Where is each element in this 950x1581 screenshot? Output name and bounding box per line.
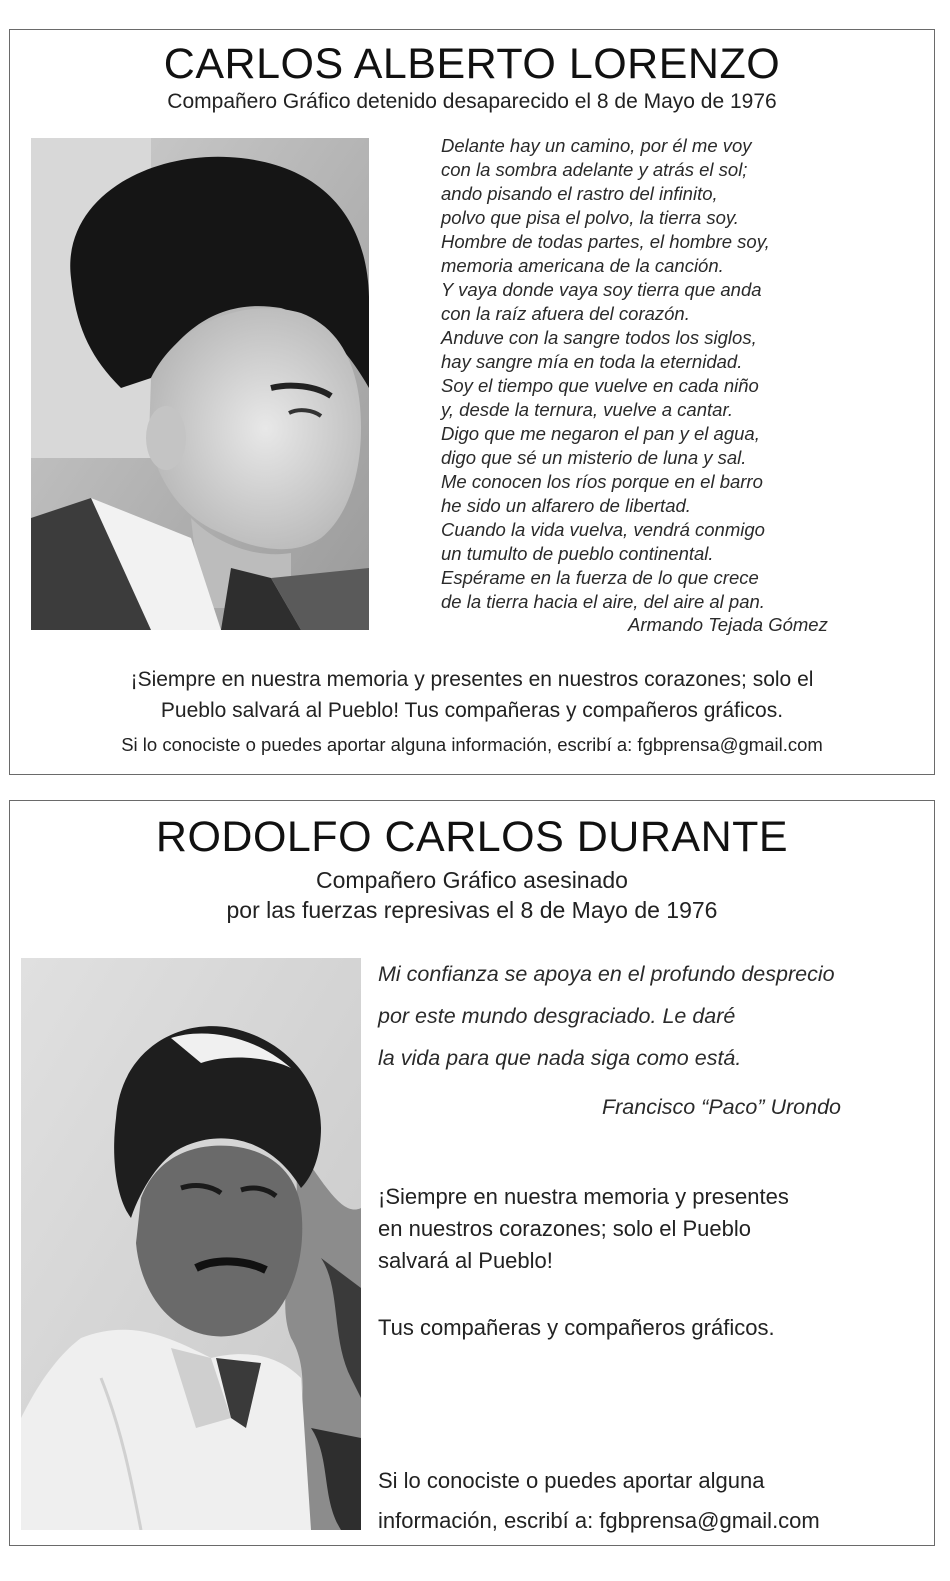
poem-line: polvo que pisa el polvo, la tierra soy.	[441, 207, 739, 228]
poem-line: con la sombra adelante y atrás el sol;	[441, 159, 748, 180]
poem-line: por este mundo desgraciado. Le daré	[378, 1004, 736, 1028]
poem-line: hay sangre mía en toda la eternidad.	[441, 351, 743, 372]
person-subtitle: Compañero Gráfico detenido desaparecido el 8 de Mayo de 1976	[167, 90, 777, 113]
portrait-photo-icon	[21, 958, 361, 1530]
poem-line: con la raíz afuera del corazón.	[441, 303, 690, 324]
person-name: RODOLFO CARLOS DURANTE	[155, 813, 789, 861]
poem-line: Soy el tiempo que vuelve en cada niño	[441, 375, 759, 396]
poem-line: Me conocen los ríos porque en el barro	[441, 471, 763, 492]
contact-info: Si lo conociste o puedes aportar alguna información, escribí a: fgbprensa@gmail.com	[121, 734, 823, 755]
poem-line: Mi confianza se apoya en el profundo desprecio	[378, 962, 835, 986]
person-name: CARLOS ALBERTO LORENZO	[163, 40, 781, 88]
poem-line: Hombre de todas partes, el hombre soy,	[441, 231, 770, 252]
poem-author: Francisco “Paco” Urondo	[602, 1095, 841, 1119]
poem-line: Cuando la vida vuelva, vendrá conmigo	[441, 519, 765, 540]
portrait-photo	[21, 958, 361, 1530]
contact-line: Si lo conociste o puedes aportar alguna	[378, 1468, 765, 1493]
poem-line: un tumulto de pueblo continental.	[441, 543, 714, 564]
poem-author: Armando Tejada Gómez	[628, 614, 828, 635]
contact-info	[378, 1461, 820, 1541]
memorial-message-line: Pueblo salvará al Pueblo! Tus compañeras y compañeros gráficos.	[160, 699, 784, 722]
memorial-message	[378, 1181, 789, 1277]
poem-line: Delante hay un camino, por él me voy	[441, 135, 752, 156]
signature-line: Tus compañeras y compañeros gráficos.	[378, 1315, 775, 1340]
memorial-message-line: salvará al Pueblo!	[378, 1248, 553, 1273]
poem-line: Anduve con la sangre todos los siglos,	[441, 327, 757, 348]
poem-text	[441, 134, 770, 614]
poem-line: he sido un alfarero de libertad.	[441, 495, 691, 516]
poem-line: digo que sé un misterio de luna y sal.	[441, 447, 747, 468]
poem-line: ando pisando el rastro del infinito,	[441, 183, 718, 204]
person-subtitle	[10, 865, 934, 925]
memorial-message-line: en nuestros corazones; solo el Pueblo	[378, 1216, 752, 1241]
contact-line: información, escribí a: fgbprensa@gmail.com	[378, 1508, 820, 1533]
memorial-message-line: ¡Siempre en nuestra memoria y presentes en nuestros corazones; solo el	[130, 668, 814, 691]
memorial-card-durante	[9, 800, 935, 1546]
poem-line: memoria americana de la canción.	[441, 255, 724, 276]
memorial-card-lorenzo	[9, 29, 935, 775]
poem-line: Y vaya donde vaya soy tierra que anda	[441, 279, 762, 300]
subtitle-line: por las fuerzas represivas el 8 de Mayo de 1976	[226, 897, 718, 923]
poem-line: la vida para que nada siga como está.	[378, 1046, 742, 1070]
memorial-message-line: ¡Siempre en nuestra memoria y presentes	[378, 1184, 789, 1209]
poem-line: Digo que me negaron el pan y el agua,	[441, 423, 760, 444]
portrait-photo	[31, 138, 369, 630]
poem-line: de la tierra hacia el aire, del aire al pan.	[441, 591, 765, 612]
portrait-photo-icon	[31, 138, 369, 630]
poem-text	[378, 953, 835, 1079]
memorial-message	[10, 664, 934, 726]
poem-line: Espérame en la fuerza de lo que crece	[441, 567, 759, 588]
poem-line: y, desde la ternura, vuelve a cantar.	[441, 399, 734, 420]
subtitle-line: Compañero Gráfico asesinado	[316, 867, 628, 893]
